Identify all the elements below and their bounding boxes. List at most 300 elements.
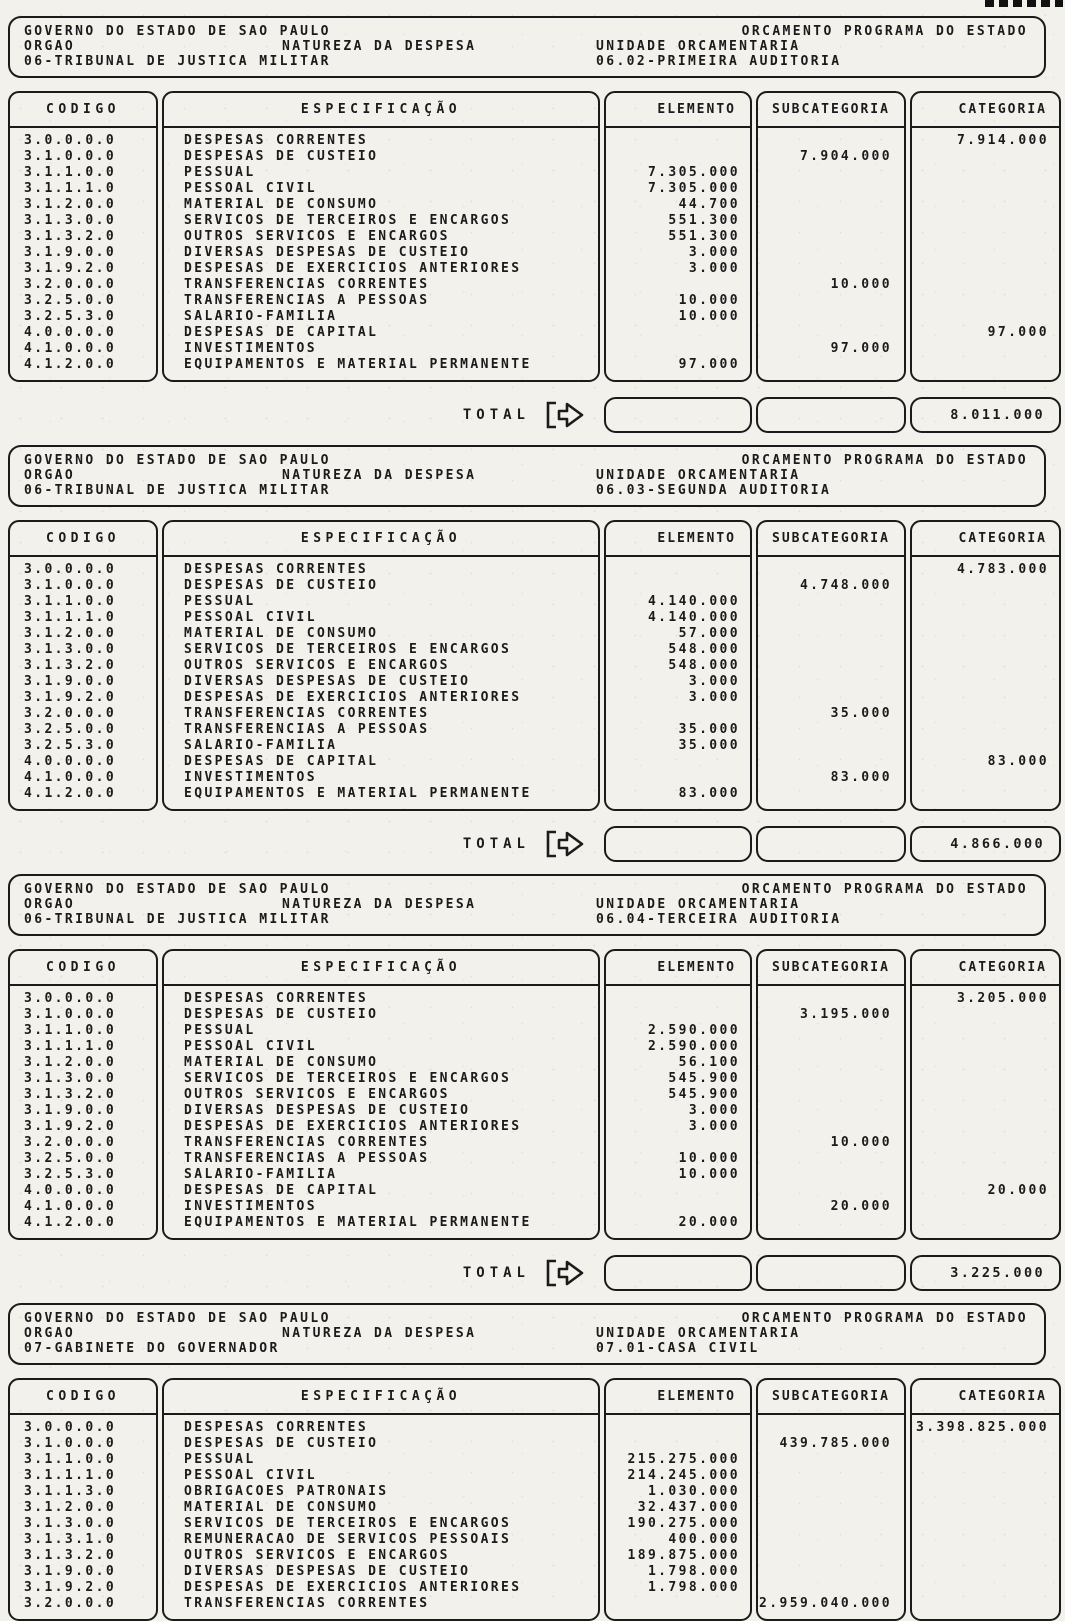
cell-categoria <box>912 1516 1059 1532</box>
cell-categoria <box>912 1087 1059 1103</box>
column-subcategoria <box>756 520 906 811</box>
cell-especificacao: TRANSFERENCIAS A PESSOAS <box>184 722 430 737</box>
cell-elemento: 35.000 <box>678 738 740 753</box>
cell-subcategoria: 20.000 <box>830 1199 892 1214</box>
cell-elemento: 35.000 <box>678 722 740 737</box>
cell-elemento: 3.000 <box>688 690 740 705</box>
cell-categoria <box>912 293 1059 309</box>
cell-categoria <box>912 1103 1059 1119</box>
cell-subcategoria <box>758 690 904 706</box>
cell-subcategoria: 10.000 <box>830 1135 892 1150</box>
cell-codigo: 3.1.2.0.0 <box>24 197 117 212</box>
orgao-value: 06-TRIBUNAL DE JUSTICA MILITAR <box>24 483 331 498</box>
cell-categoria <box>912 594 1059 610</box>
especificacao-header: ESPECIFICAÇÃO <box>164 1380 598 1415</box>
cell-elemento: 7.305.000 <box>647 165 740 180</box>
cell-codigo: 3.1.2.0.0 <box>24 1055 117 1070</box>
cell-subcategoria <box>758 1564 904 1580</box>
cell-elemento: 4.140.000 <box>647 610 740 625</box>
cell-especificacao: OUTROS SERVICOS E ENCARGOS <box>184 1548 450 1563</box>
especificacao-header: ESPECIFICAÇÃO <box>164 951 598 986</box>
codigo-cells <box>10 986 156 1238</box>
cell-especificacao: SALARIO-FAMILIA <box>184 738 338 753</box>
government-title: GOVERNO DO ESTADO DE SAO PAULO <box>24 882 331 897</box>
cell-especificacao: MATERIAL DE CONSUMO <box>184 1500 379 1515</box>
cell-elemento: 548.000 <box>668 642 740 657</box>
cell-elemento: 1.030.000 <box>647 1484 740 1499</box>
orgao-value: 06-TRIBUNAL DE JUSTICA MILITAR <box>24 912 331 927</box>
cell-especificacao: DESPESAS DE CUSTEIO <box>184 578 379 593</box>
cell-categoria <box>912 357 1059 373</box>
cell-especificacao: DESPESAS DE CUSTEIO <box>184 1436 379 1451</box>
cell-especificacao: OUTROS SERVICOS E ENCARGOS <box>184 229 450 244</box>
cell-especificacao: INVESTIMENTOS <box>184 1199 317 1214</box>
cell-especificacao: PESSOAL CIVIL <box>184 181 317 196</box>
cell-categoria <box>912 770 1059 786</box>
cell-especificacao: DESPESAS DE CAPITAL <box>184 754 379 769</box>
budget-table <box>8 1378 1061 1621</box>
cell-elemento <box>606 277 750 293</box>
cell-especificacao: DIVERSAS DESPESAS DE CUSTEIO <box>184 1564 471 1579</box>
cell-elemento: 551.300 <box>668 213 740 228</box>
cell-codigo: 3.2.5.3.0 <box>24 309 117 324</box>
especificacao-cells <box>164 557 598 809</box>
cell-subcategoria: 83.000 <box>830 770 892 785</box>
codigo-cells <box>10 128 156 380</box>
cell-codigo: 4.0.0.0.0 <box>24 1183 117 1198</box>
cell-categoria <box>912 1199 1059 1215</box>
budget-table <box>8 91 1061 382</box>
cell-subcategoria <box>758 1167 904 1183</box>
cell-elemento <box>606 341 750 357</box>
cell-elemento: 551.300 <box>668 229 740 244</box>
government-title: GOVERNO DO ESTADO DE SAO PAULO <box>24 1311 331 1326</box>
orgao-label: ORGAO <box>24 1326 76 1341</box>
government-title: GOVERNO DO ESTADO DE SAO PAULO <box>24 24 331 39</box>
cell-subcategoria <box>758 1548 904 1564</box>
unidade-orcamentaria-label: UNIDADE ORCAMENTARIA <box>596 1326 801 1341</box>
cell-subcategoria <box>758 674 904 690</box>
cell-subcategoria <box>758 309 904 325</box>
cell-especificacao: MATERIAL DE CONSUMO <box>184 1055 379 1070</box>
cell-codigo: 3.0.0.0.0 <box>24 991 117 1006</box>
cell-categoria <box>912 658 1059 674</box>
cell-elemento <box>606 1596 750 1612</box>
column-elemento <box>604 949 752 1240</box>
total-label-group <box>8 398 600 432</box>
cell-especificacao: DESPESAS DE CUSTEIO <box>184 149 379 164</box>
cell-elemento: 1.798.000 <box>647 1580 740 1595</box>
cell-subcategoria <box>758 1468 904 1484</box>
column-elemento <box>604 1378 752 1621</box>
column-codigo <box>8 949 158 1240</box>
natureza-despesa-label: NATUREZA DA DESPESA <box>282 1326 477 1341</box>
cell-especificacao: DESPESAS DE EXERCICIOS ANTERIORES <box>184 1580 522 1595</box>
cell-especificacao: DESPESAS DE CUSTEIO <box>184 1007 379 1022</box>
cell-categoria <box>912 1119 1059 1135</box>
cell-elemento <box>606 1436 750 1452</box>
budget-section <box>8 445 1065 864</box>
cell-elemento: 3.000 <box>688 261 740 276</box>
cell-elemento: 10.000 <box>678 293 740 308</box>
scan-artifact-mark <box>985 0 1063 7</box>
cell-codigo: 4.1.0.0.0 <box>24 1199 117 1214</box>
cell-especificacao: PESSUAL <box>184 1452 256 1467</box>
cell-especificacao: TRANSFERENCIAS A PESSOAS <box>184 1151 430 1166</box>
cell-codigo: 3.1.0.0.0 <box>24 149 117 164</box>
column-categoria <box>910 91 1061 382</box>
cell-codigo: 3.1.0.0.0 <box>24 1436 117 1451</box>
cell-elemento: 20.000 <box>678 1215 740 1230</box>
cell-especificacao: EQUIPAMENTOS E MATERIAL PERMANENTE <box>184 786 532 801</box>
budget-table <box>8 520 1061 811</box>
cell-especificacao: DESPESAS CORRENTES <box>184 1420 369 1435</box>
cell-codigo: 4.1.2.0.0 <box>24 357 117 372</box>
cell-codigo: 3.1.9.2.0 <box>24 1119 117 1134</box>
cell-elemento <box>606 706 750 722</box>
cell-categoria <box>912 261 1059 277</box>
natureza-despesa-label: NATUREZA DA DESPESA <box>282 39 477 54</box>
total-categoria-box: 3.225.000 <box>910 1255 1061 1291</box>
total-categoria-box: 4.866.000 <box>910 826 1061 862</box>
cell-codigo: 3.2.0.0.0 <box>24 277 117 292</box>
cell-categoria <box>912 1023 1059 1039</box>
column-codigo <box>8 91 158 382</box>
cell-codigo: 3.1.9.2.0 <box>24 1580 117 1595</box>
cell-categoria <box>912 1055 1059 1071</box>
program-title: ORCAMENTO PROGRAMA DO ESTADO <box>741 24 1028 39</box>
cell-especificacao: DIVERSAS DESPESAS DE CUSTEIO <box>184 1103 471 1118</box>
cell-codigo: 3.1.1.3.0 <box>24 1484 117 1499</box>
cell-subcategoria: 439.785.000 <box>779 1436 892 1451</box>
cell-elemento: 1.798.000 <box>647 1564 740 1579</box>
cell-especificacao: TRANSFERENCIAS A PESSOAS <box>184 293 430 308</box>
cell-especificacao: PESSOAL CIVIL <box>184 610 317 625</box>
cell-subcategoria <box>758 1500 904 1516</box>
cell-subcategoria <box>758 1215 904 1231</box>
cell-subcategoria: 3.195.000 <box>799 1007 892 1022</box>
cell-categoria <box>912 197 1059 213</box>
cell-categoria <box>912 1532 1059 1548</box>
cell-categoria <box>912 245 1059 261</box>
subcategoria-header: SUBCATEGORIA <box>758 951 904 986</box>
cell-elemento: 548.000 <box>668 658 740 673</box>
cell-especificacao: PESSUAL <box>184 165 256 180</box>
cell-especificacao: SALARIO-FAMILIA <box>184 309 338 324</box>
cell-subcategoria <box>758 722 904 738</box>
cell-elemento: 214.245.000 <box>627 1468 740 1483</box>
cell-categoria: 83.000 <box>987 754 1049 769</box>
cell-subcategoria: 4.748.000 <box>799 578 892 593</box>
cell-codigo: 3.1.1.0.0 <box>24 1023 117 1038</box>
cell-subcategoria <box>758 610 904 626</box>
cell-codigo: 3.1.3.2.0 <box>24 229 117 244</box>
cell-categoria <box>912 213 1059 229</box>
unidade-orcamentaria-label: UNIDADE ORCAMENTARIA <box>596 468 801 483</box>
cell-subcategoria <box>758 562 904 578</box>
cell-subcategoria <box>758 325 904 341</box>
cell-codigo: 3.1.3.0.0 <box>24 1071 117 1086</box>
cell-subcategoria: 97.000 <box>830 341 892 356</box>
cell-especificacao: DESPESAS CORRENTES <box>184 991 369 1006</box>
cell-categoria <box>912 1007 1059 1023</box>
cell-elemento: 189.875.000 <box>627 1548 740 1563</box>
cell-categoria <box>912 277 1059 293</box>
cell-elemento: 83.000 <box>678 786 740 801</box>
column-subcategoria <box>756 949 906 1240</box>
cell-categoria <box>912 1500 1059 1516</box>
codigo-header: CODIGO <box>10 93 156 128</box>
cell-especificacao: DIVERSAS DESPESAS DE CUSTEIO <box>184 245 471 260</box>
cell-especificacao: DIVERSAS DESPESAS DE CUSTEIO <box>184 674 471 689</box>
cell-especificacao: DESPESAS CORRENTES <box>184 133 369 148</box>
cell-subcategoria <box>758 1580 904 1596</box>
total-row <box>8 1253 1061 1293</box>
cell-codigo: 3.1.1.1.0 <box>24 181 117 196</box>
right-arrow-icon <box>542 398 586 432</box>
cell-elemento: 2.590.000 <box>647 1023 740 1038</box>
cell-codigo: 3.1.3.2.0 <box>24 1087 117 1102</box>
cell-especificacao: PESSOAL CIVIL <box>184 1039 317 1054</box>
cell-subcategoria <box>758 1039 904 1055</box>
total-elemento-box <box>604 1255 752 1291</box>
cell-categoria <box>912 1452 1059 1468</box>
cell-elemento <box>606 1199 750 1215</box>
especificacao-header: ESPECIFICAÇÃO <box>164 522 598 557</box>
cell-codigo: 3.0.0.0.0 <box>24 1420 117 1435</box>
budget-table <box>8 949 1061 1240</box>
cell-especificacao: SERVICOS DE TERCEIROS E ENCARGOS <box>184 213 512 228</box>
column-subcategoria <box>756 1378 906 1621</box>
natureza-despesa-label: NATUREZA DA DESPESA <box>282 897 477 912</box>
total-label: TOTAL <box>462 407 530 423</box>
cell-codigo: 3.1.9.0.0 <box>24 674 117 689</box>
cell-categoria: 7.914.000 <box>956 133 1049 148</box>
cell-categoria <box>912 674 1059 690</box>
column-especificacao <box>162 1378 600 1621</box>
cell-subcategoria <box>758 1420 904 1436</box>
total-row <box>8 395 1061 435</box>
total-categoria-box: 8.011.000 <box>910 397 1061 433</box>
cell-elemento <box>606 562 750 578</box>
cell-codigo: 3.2.0.0.0 <box>24 1135 117 1150</box>
total-subcategoria-box <box>756 826 906 862</box>
cell-codigo: 4.0.0.0.0 <box>24 754 117 769</box>
cell-especificacao: TRANSFERENCIAS CORRENTES <box>184 1135 430 1150</box>
cell-especificacao: SERVICOS DE TERCEIROS E ENCARGOS <box>184 1071 512 1086</box>
cell-especificacao: PESSUAL <box>184 1023 256 1038</box>
cell-categoria <box>912 1580 1059 1596</box>
cell-codigo: 3.1.1.1.0 <box>24 1039 117 1054</box>
cell-especificacao: OUTROS SERVICOS E ENCARGOS <box>184 1087 450 1102</box>
cell-codigo: 3.2.0.0.0 <box>24 1596 117 1611</box>
cell-subcategoria <box>758 293 904 309</box>
cell-codigo: 3.1.9.0.0 <box>24 1103 117 1118</box>
cell-subcategoria <box>758 1119 904 1135</box>
section-header-box <box>8 445 1046 507</box>
cell-elemento: 2.590.000 <box>647 1039 740 1054</box>
codigo-cells <box>10 557 156 809</box>
cell-codigo: 3.1.0.0.0 <box>24 578 117 593</box>
column-codigo <box>8 1378 158 1621</box>
column-categoria <box>910 1378 1061 1621</box>
cell-categoria <box>912 1596 1059 1612</box>
cell-subcategoria <box>758 229 904 245</box>
cell-elemento: 7.305.000 <box>647 181 740 196</box>
elemento-cells <box>606 557 750 809</box>
cell-subcategoria: 7.904.000 <box>799 149 892 164</box>
cell-elemento: 44.700 <box>678 197 740 212</box>
cell-categoria <box>912 1564 1059 1580</box>
cell-codigo: 3.2.5.0.0 <box>24 293 117 308</box>
natureza-despesa-label: NATUREZA DA DESPESA <box>282 468 477 483</box>
cell-subcategoria <box>758 738 904 754</box>
cell-codigo: 4.1.0.0.0 <box>24 770 117 785</box>
cell-especificacao: REMUNERACAO DE SERVICOS PESSOAIS <box>184 1532 512 1547</box>
cell-especificacao: INVESTIMENTOS <box>184 341 317 356</box>
cell-categoria <box>912 309 1059 325</box>
cell-especificacao: TRANSFERENCIAS CORRENTES <box>184 277 430 292</box>
cell-especificacao: EQUIPAMENTOS E MATERIAL PERMANENTE <box>184 357 532 372</box>
total-label-group <box>8 827 600 861</box>
column-categoria <box>910 949 1061 1240</box>
cell-elemento <box>606 325 750 341</box>
cell-elemento <box>606 1135 750 1151</box>
categoria-cells <box>912 128 1059 380</box>
orgao-label: ORGAO <box>24 468 76 483</box>
section-header-box <box>8 1303 1046 1365</box>
cell-especificacao: INVESTIMENTOS <box>184 770 317 785</box>
cell-categoria <box>912 341 1059 357</box>
cell-codigo: 3.2.5.0.0 <box>24 1151 117 1166</box>
subcategoria-cells <box>758 128 904 380</box>
cell-categoria <box>912 149 1059 165</box>
budget-section <box>8 16 1065 435</box>
cell-especificacao: OUTROS SERVICOS E ENCARGOS <box>184 658 450 673</box>
total-elemento-box <box>604 826 752 862</box>
cell-codigo: 3.1.2.0.0 <box>24 626 117 641</box>
especificacao-cells <box>164 128 598 380</box>
cell-especificacao: SERVICOS DE TERCEIROS E ENCARGOS <box>184 642 512 657</box>
cell-codigo: 3.1.3.1.0 <box>24 1532 117 1547</box>
cell-codigo: 3.0.0.0.0 <box>24 562 117 577</box>
cell-subcategoria: 2.959.040.000 <box>759 1596 892 1611</box>
unidade-orcamentaria-value: 06.03-SEGUNDA AUDITORIA <box>596 483 832 498</box>
cell-especificacao: DESPESAS DE CAPITAL <box>184 325 379 340</box>
cell-subcategoria <box>758 626 904 642</box>
categoria-cells <box>912 557 1059 809</box>
cell-elemento: 3.000 <box>688 674 740 689</box>
subcategoria-header: SUBCATEGORIA <box>758 1380 904 1415</box>
cell-subcategoria <box>758 991 904 1007</box>
cell-especificacao: EQUIPAMENTOS E MATERIAL PERMANENTE <box>184 1215 532 1230</box>
cell-categoria <box>912 1167 1059 1183</box>
cell-elemento: 57.000 <box>678 626 740 641</box>
elemento-cells <box>606 128 750 380</box>
cell-codigo: 3.1.9.0.0 <box>24 245 117 260</box>
cell-subcategoria: 10.000 <box>830 277 892 292</box>
elemento-header: ELEMENTO <box>606 93 750 128</box>
cell-especificacao: PESSUAL <box>184 594 256 609</box>
cell-subcategoria <box>758 1071 904 1087</box>
cell-codigo: 3.1.1.1.0 <box>24 610 117 625</box>
cell-categoria <box>912 1151 1059 1167</box>
cell-subcategoria <box>758 658 904 674</box>
codigo-header: CODIGO <box>10 951 156 986</box>
cell-subcategoria <box>758 642 904 658</box>
cell-especificacao: DESPESAS CORRENTES <box>184 562 369 577</box>
elemento-header: ELEMENTO <box>606 522 750 557</box>
categoria-header: CATEGORIA <box>912 93 1059 128</box>
cell-elemento: 97.000 <box>678 357 740 372</box>
cell-codigo: 3.1.3.0.0 <box>24 642 117 657</box>
unidade-orcamentaria-label: UNIDADE ORCAMENTARIA <box>596 897 801 912</box>
subcategoria-header: SUBCATEGORIA <box>758 522 904 557</box>
cell-categoria <box>912 165 1059 181</box>
cell-codigo: 3.0.0.0.0 <box>24 133 117 148</box>
cell-especificacao: SALARIO-FAMILIA <box>184 1167 338 1182</box>
codigo-cells <box>10 1415 156 1619</box>
cell-categoria <box>912 578 1059 594</box>
cell-categoria <box>912 626 1059 642</box>
cell-especificacao: DESPESAS DE CAPITAL <box>184 1183 379 1198</box>
program-title: ORCAMENTO PROGRAMA DO ESTADO <box>741 453 1028 468</box>
elemento-cells <box>606 986 750 1238</box>
cell-elemento: 10.000 <box>678 1151 740 1166</box>
cell-elemento: 10.000 <box>678 309 740 324</box>
cell-categoria <box>912 1215 1059 1231</box>
cell-subcategoria <box>758 245 904 261</box>
especificacao-cells <box>164 1415 598 1619</box>
cell-elemento <box>606 149 750 165</box>
categoria-cells <box>912 1415 1059 1619</box>
categoria-header: CATEGORIA <box>912 1380 1059 1415</box>
cell-subcategoria <box>758 754 904 770</box>
especificacao-cells <box>164 986 598 1238</box>
budget-section <box>8 874 1065 1293</box>
cell-subcategoria <box>758 197 904 213</box>
right-arrow-icon <box>542 1256 586 1290</box>
total-row <box>8 824 1061 864</box>
cell-codigo: 3.1.2.0.0 <box>24 1500 117 1515</box>
total-subcategoria-box <box>756 1255 906 1291</box>
right-arrow-icon <box>542 827 586 861</box>
cell-especificacao: DESPESAS DE EXERCICIOS ANTERIORES <box>184 1119 522 1134</box>
total-label-group <box>8 1256 600 1290</box>
unidade-orcamentaria-value: 07.01-CASA CIVIL <box>596 1341 760 1356</box>
cell-categoria <box>912 1071 1059 1087</box>
cell-categoria: 20.000 <box>987 1183 1049 1198</box>
cell-elemento <box>606 1007 750 1023</box>
elemento-header: ELEMENTO <box>606 951 750 986</box>
cell-elemento: 545.900 <box>668 1087 740 1102</box>
cell-codigo: 3.1.9.0.0 <box>24 1564 117 1579</box>
orgao-label: ORGAO <box>24 39 76 54</box>
cell-elemento <box>606 1420 750 1436</box>
government-title: GOVERNO DO ESTADO DE SAO PAULO <box>24 453 331 468</box>
cell-categoria: 97.000 <box>987 325 1049 340</box>
cell-codigo: 3.1.9.2.0 <box>24 261 117 276</box>
cell-elemento <box>606 133 750 149</box>
categoria-header: CATEGORIA <box>912 951 1059 986</box>
orgao-label: ORGAO <box>24 897 76 912</box>
cell-elemento: 3.000 <box>688 1119 740 1134</box>
cell-codigo: 3.1.1.0.0 <box>24 165 117 180</box>
cell-codigo: 3.1.9.2.0 <box>24 690 117 705</box>
cell-elemento: 3.000 <box>688 1103 740 1118</box>
cell-subcategoria <box>758 357 904 373</box>
cell-especificacao: MATERIAL DE CONSUMO <box>184 626 379 641</box>
